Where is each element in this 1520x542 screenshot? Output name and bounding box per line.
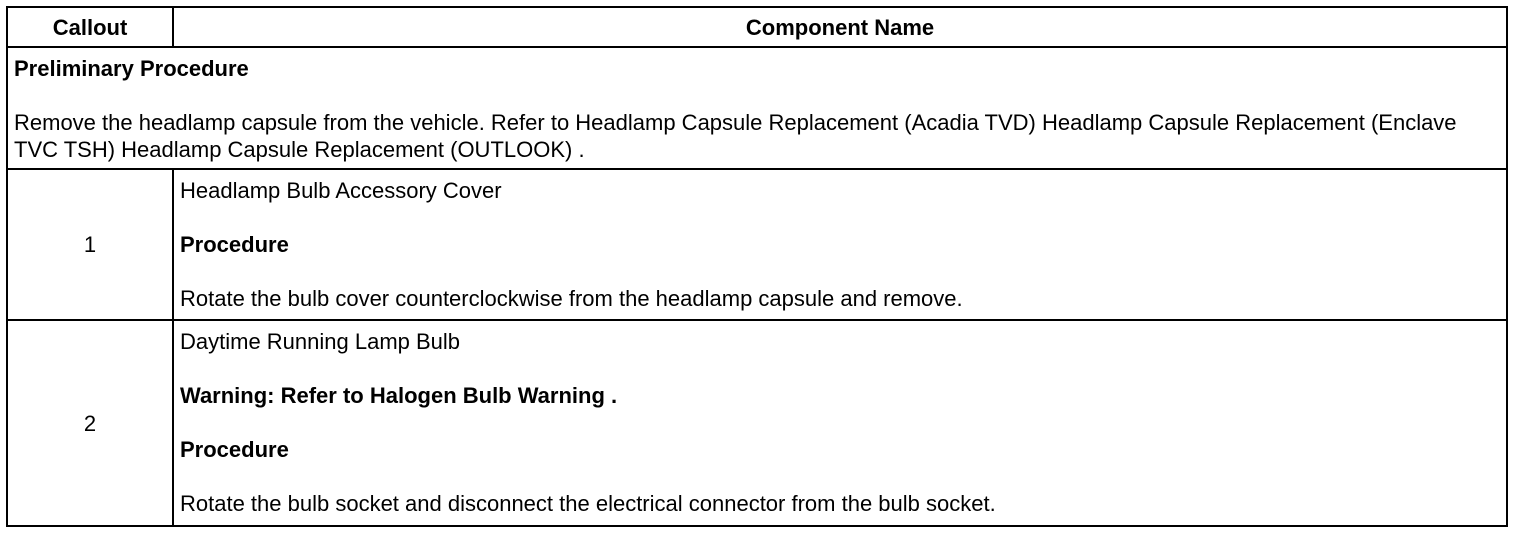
procedure-text: Rotate the bulb cover counterclockwise from the headlamp capsule and remove.	[180, 286, 963, 311]
procedure-text: Rotate the bulb socket and disconnect the electrical connector from the bulb socket.	[180, 491, 996, 516]
table-row	[7, 320, 1507, 526]
callout-column-header: Callout	[7, 7, 173, 47]
component-name: Headlamp Bulb Accessory Cover	[180, 178, 502, 203]
preliminary-cell	[7, 47, 1507, 169]
preliminary-title: Preliminary Procedure	[14, 56, 249, 81]
header-row	[7, 7, 1507, 47]
component-cell	[173, 169, 1507, 320]
component-table	[6, 6, 1508, 527]
procedure-label: Procedure	[180, 437, 289, 462]
callout-number: 2	[7, 320, 173, 526]
callout-number: 1	[7, 169, 173, 320]
component-cell	[173, 320, 1507, 526]
table-row	[7, 169, 1507, 320]
warning-text: Warning: Refer to Halogen Bulb Warning .	[180, 383, 618, 408]
procedure-label: Procedure	[180, 232, 289, 257]
component-name-column-header: Component Name	[173, 7, 1507, 47]
preliminary-row	[7, 47, 1507, 169]
preliminary-text: Remove the headlamp capsule from the vehicle. Refer to Headlamp Capsule Replacement (Acadia TVD) Headlamp Capsule Replacement (Enclave TVC TSH) Headlamp Capsule Replacement (OUTLOOK) .	[14, 110, 1457, 162]
component-name: Daytime Running Lamp Bulb	[180, 329, 461, 354]
